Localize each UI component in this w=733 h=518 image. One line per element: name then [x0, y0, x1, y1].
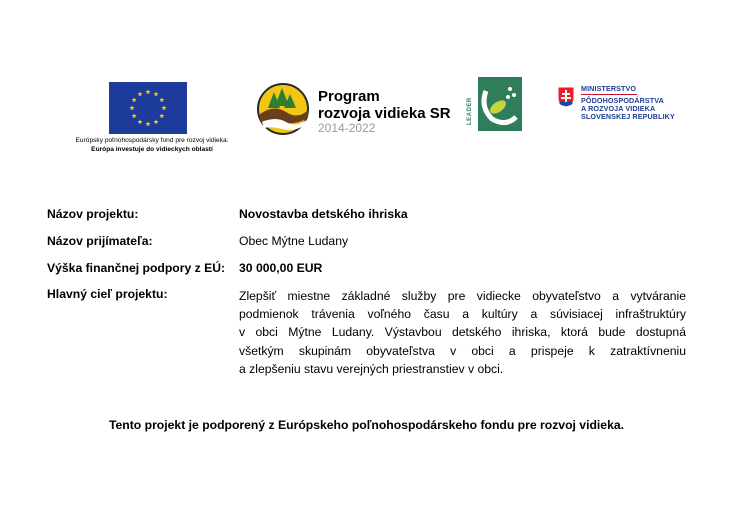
goal-line: v obci Mýtne Ludany. Výstavbou detského ihriska, ktorá bude dostupná	[239, 325, 686, 340]
ministry-line3: A ROZVOJA VIDIEKA	[581, 104, 656, 113]
project-name-label: Názov projektu:	[47, 207, 139, 221]
ministry-divider	[581, 94, 637, 95]
slovak-coat-of-arms-icon	[557, 86, 575, 108]
leader-logo-block	[467, 77, 522, 133]
ministry-logo-block	[557, 84, 687, 124]
eu-flag-icon	[109, 82, 187, 134]
project-name-value: Novostavba detského ihriska	[239, 207, 408, 221]
program-years: 2014-2022	[318, 121, 376, 135]
goal-line: a zlepšeniu stavu verejných priestranstiev v obci.	[239, 361, 504, 376]
eu-caption-line1: Európsky poľnohospodársky fond pre rozvoj vidieka:	[75, 137, 229, 144]
program-emblem-icon	[256, 82, 310, 136]
ministry-line2: PÔDOHOSPODÁRSTVA	[581, 96, 664, 105]
goal-text	[239, 287, 686, 378]
funding-value: 30 000,00 EUR	[239, 261, 323, 275]
recipient-value: Obec Mýtne Ludany	[239, 234, 349, 248]
logo-bar	[0, 0, 733, 170]
program-title-line2: rozvoja vidieka SR	[318, 105, 451, 122]
program-title-line1: Program	[318, 88, 380, 105]
eu-caption-line2: Európa investuje do vidieckych oblastí	[91, 146, 213, 153]
goal-line: všetkým skupinám obyvateľstva v obci a prispeje k zatraktívneniu	[239, 343, 686, 358]
goal-line: Zlepšiť miestne základné služby pre vidiecke obyvateľstvo a vytváranie	[239, 289, 686, 303]
goal-label: Hlavný cieľ projektu:	[47, 287, 168, 301]
ministry-line4: SLOVENSKEJ REPUBLIKY	[581, 112, 675, 121]
goal-line: podmienok trávenia voľného času a kultúry a súvisiacej infraštruktúry	[239, 307, 686, 322]
leader-emblem-icon	[478, 77, 522, 131]
program-logo-block	[256, 80, 451, 136]
leader-label: LEADER	[467, 97, 473, 125]
ministry-line1: MINISTERSTVO	[581, 84, 637, 93]
funding-label: Výška finančnej podpory z EÚ:	[47, 261, 226, 275]
recipient-label: Názov prijímateľa:	[47, 234, 153, 248]
support-statement: Tento projekt je podporený z Európskeho poľnohospodárskeho fondu pre rozvoj vidieka.	[108, 418, 625, 432]
